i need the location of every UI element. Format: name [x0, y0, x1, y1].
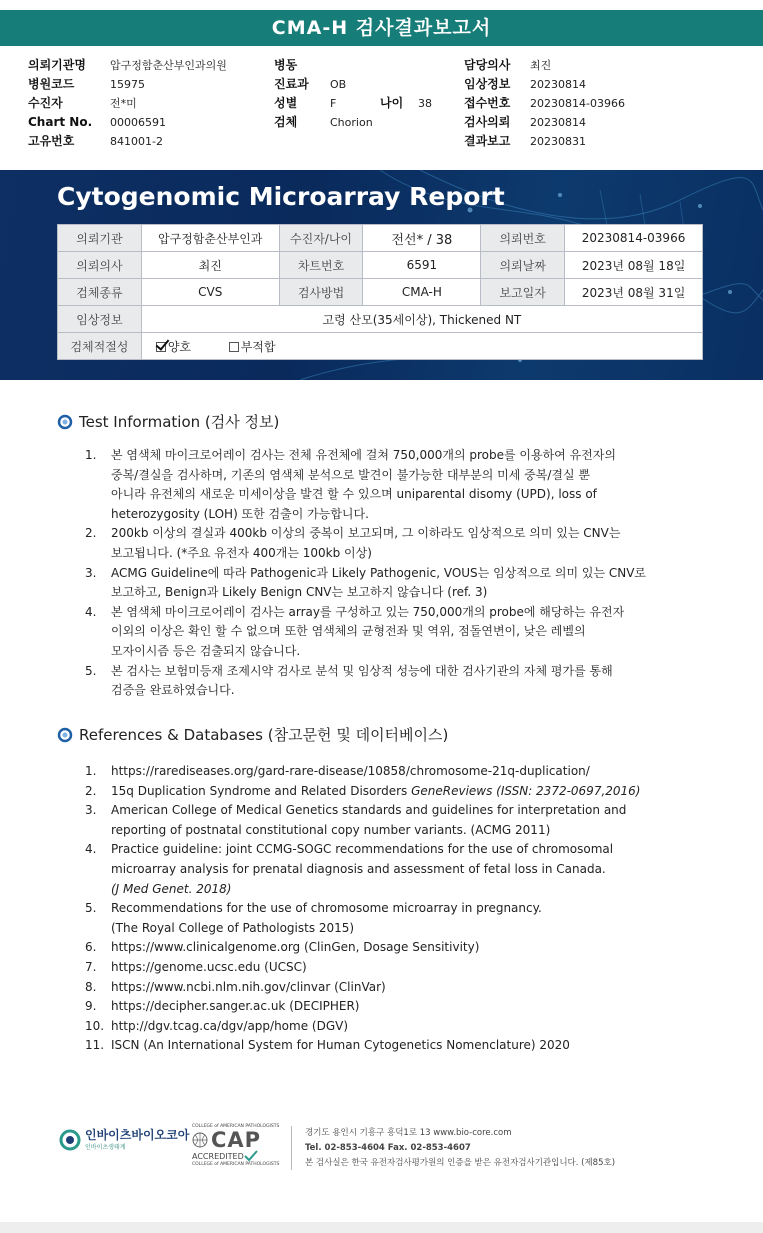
info-table [57, 224, 703, 360]
meta-label: 접수번호 [464, 96, 511, 110]
reference-text: Practice guideline: joint CCMG-SOGC recommendations for the use of chromosomal [111, 842, 614, 857]
reference-item [85, 840, 695, 899]
meta-row [464, 113, 625, 132]
reference-text: American College of Medical Genetics standards and guidelines for interpretation and [111, 803, 627, 818]
meta-label: 검체 [274, 115, 298, 129]
table-header-cell: 의뢰날짜 [481, 252, 565, 279]
table-row [58, 279, 703, 306]
reference-link[interactable]: https://genome.ucsc.edu (UCSC) [111, 959, 307, 974]
reference-item [85, 978, 695, 998]
table-cell: 압구정함춘산부인과 [141, 225, 279, 252]
checkbox-checked-icon [156, 342, 166, 352]
list-line: heterozygosity (LOH) 또한 검출이 가능합니다. [111, 506, 369, 521]
table-header-cell: 의뢰번호 [481, 225, 565, 252]
reference-item [85, 762, 695, 782]
reference-link[interactable]: https://www.clinicalgenome.org (ClinGen, Dosage Sensitivity) [111, 940, 480, 955]
meta-row [274, 113, 432, 132]
meta-col-2 [274, 56, 432, 132]
list-line: 검증을 완료하였습니다. [111, 683, 235, 698]
reference-text [111, 782, 695, 802]
meta-value: 20230814 [530, 116, 586, 129]
footer-address: 경기도 용인시 기흥구 흥덕1로 13 www.bio-core.com [305, 1128, 512, 1138]
reference-text: reporting of postnatal constitutional copy number variants. (ACMG 2011) [111, 822, 551, 837]
meta-col-1 [28, 56, 227, 151]
list-number: 1. [85, 448, 97, 462]
list-item [85, 564, 695, 603]
reference-italic-part: (J Med Genet. 2018) [111, 881, 232, 896]
reference-text: microarray analysis for prenatal diagnosis and assessment of fetal loss in Canada. [111, 861, 606, 876]
company-name: 인바이츠바이오코아 [85, 1128, 190, 1142]
table-header-cell: 의뢰기관 [58, 225, 142, 252]
meta-label: 병동 [274, 58, 298, 72]
report-title: CMA-H 검사결과보고서 [271, 17, 492, 39]
cap-accreditation-logo [192, 1124, 282, 1172]
reference-text: Recommendations for the use of chromosome microarray in pregnancy. [111, 901, 542, 916]
list-line: 본 염색체 마이크로어레이 검사는 전체 유전체에 걸쳐 750,000개의 probe를 이용하여 유전자의 [111, 448, 616, 462]
list-item [85, 662, 695, 701]
meta-row [274, 56, 432, 75]
list-item [85, 524, 695, 563]
meta-value: 20230814 [530, 78, 586, 91]
reference-item [85, 958, 695, 978]
table-header-cell: 임상정보 [58, 306, 142, 333]
reference-item [85, 997, 695, 1017]
report-title-bar [0, 10, 763, 46]
footer-phone: Tel. 02-853-4604 Fax. 02-853-4607 [305, 1143, 471, 1153]
meta-label: 검사의뢰 [464, 115, 511, 129]
reference-text: (The Royal College of Pathologists 2015) [111, 920, 355, 935]
table-cell: 2023년 08월 31일 [565, 279, 703, 306]
meta-row [28, 113, 227, 132]
list-number: 10. [85, 1018, 105, 1033]
meta-value: 압구정함춘산부인과의원 [110, 59, 227, 72]
list-line: 보고됩니다. (*주요 유전자 400개는 100kb 이상) [111, 545, 372, 560]
list-number: 2. [85, 526, 97, 541]
company-logo-icon [58, 1128, 82, 1152]
list-line: 200kb 이상의 결실과 400kb 이상의 중복이 보고되며, 그 이하라도 임상적으로 의미 있는 CNV는 [111, 526, 621, 541]
table-row [58, 252, 703, 279]
list-line: 이외의 이상은 확인 할 수 없으며 또한 염색체의 균형전좌 및 역위, 점돌연변이, 낮은 레벨의 [111, 624, 586, 639]
meta-value: 20230831 [530, 135, 586, 148]
meta-row [464, 94, 625, 113]
table-header-cell: 검체종류 [58, 279, 142, 306]
adequacy-cell [141, 333, 702, 360]
checkbox-empty-icon [229, 342, 239, 352]
table-cell: 6591 [363, 252, 481, 279]
table-cell: CMA-H [363, 279, 481, 306]
list-number: 2. [85, 783, 97, 798]
meta-value: 15975 [110, 78, 145, 91]
table-cell: 20230814-03966 [565, 225, 703, 252]
list-number: 3. [85, 565, 97, 580]
meta-row [464, 56, 625, 75]
list-number: 4. [85, 842, 97, 857]
reference-link[interactable]: https://decipher.sanger.ac.uk (DECIPHER) [111, 999, 360, 1014]
cap-text: CAP [211, 1128, 262, 1152]
meta-row [28, 94, 227, 113]
list-number: 5. [85, 901, 97, 916]
references-heading [57, 724, 448, 745]
meta-row [28, 56, 227, 75]
meta-value: 20230814-03966 [530, 97, 625, 110]
reference-item [85, 938, 695, 958]
company-subname: 인바이츠생태계 [85, 1144, 126, 1151]
references-list [85, 762, 695, 1056]
list-item [85, 446, 695, 524]
adequacy-bad-label: 부적합 [240, 339, 276, 354]
table-header-cell: 의뢰의사 [58, 252, 142, 279]
reference-item [85, 1036, 695, 1056]
cap-bottom-text: COLLEGE of AMERICAN PATHOLOGISTS [192, 1162, 280, 1167]
meta-label: 고유번호 [28, 134, 75, 148]
table-header-cell: 차트번호 [279, 252, 363, 279]
meta-label: 병원코드 [28, 77, 75, 91]
list-number: 3. [85, 803, 97, 818]
footer-divider [291, 1126, 292, 1170]
table-row [58, 306, 703, 333]
cap-accredited-text: ACCREDITED [192, 1151, 244, 1161]
list-item [85, 603, 695, 662]
meta-label: 성별 [274, 96, 298, 110]
age-label: 나이 [380, 96, 404, 110]
table-row [58, 333, 703, 360]
test-info-list [85, 446, 695, 701]
reference-item [85, 899, 695, 938]
list-number: 8. [85, 979, 97, 994]
list-line: ACMG Guideline에 따라 Pathogenic과 Likely Pathogenic, VOUS는 임상적으로 의미 있는 CNV로 [111, 565, 647, 580]
table-cell: CVS [141, 279, 279, 306]
meta-label: 결과보고 [464, 134, 511, 148]
banner-title: Cytogenomic Microarray Report [57, 182, 505, 211]
meta-value: 841001-2 [110, 135, 163, 148]
list-line: 중복/결실을 검사하며, 기존의 염색체 분석으로 발견이 불가능한 대부분의 미세 중복/결실 뿐 [111, 467, 590, 482]
report-banner [0, 170, 763, 380]
list-number: 5. [85, 663, 97, 678]
list-line: 본 검사는 보험미등재 조제시약 검사로 분석 및 임상적 성능에 대한 검사기관의 자체 평가를 통해 [111, 663, 613, 678]
company-logo [58, 1128, 189, 1152]
clinical-info-value: 고령 산모(35세이상), Thickened NT [141, 306, 702, 333]
footer-address-block [305, 1126, 615, 1171]
meta-label: 임상정보 [464, 77, 511, 91]
meta-value: 전*미 [110, 97, 137, 110]
reference-item [85, 782, 695, 802]
meta-row [274, 94, 432, 113]
test-info-heading [57, 411, 279, 432]
reference-text-part: 15q Duplication Syndrome and Related Disorders [111, 783, 412, 798]
table-header-cell: 수진자/나이 [279, 225, 363, 252]
table-cell: 2023년 08월 18일 [565, 252, 703, 279]
reference-italic-part: GeneReviews (ISSN: 2372-0697,2016) [411, 783, 641, 798]
meta-col-3 [464, 56, 625, 151]
reference-link[interactable]: http://dgv.tcag.ca/dgv/app/home (DGV) [111, 1018, 349, 1033]
reference-item [85, 1017, 695, 1037]
meta-value: Chorion [330, 116, 373, 129]
meta-label: 의뢰기관명 [28, 58, 86, 72]
meta-value: OB [330, 78, 347, 91]
meta-value: F [330, 97, 337, 110]
cap-globe-icon [192, 1132, 208, 1148]
meta-row [464, 75, 625, 94]
meta-row [464, 132, 625, 151]
table-header-cell: 검사방법 [279, 279, 363, 306]
list-number: 6. [85, 940, 97, 955]
list-line: 보고하고, Benign과 Likely Benign CNV는 보고하지 않습니다 (ref. 3) [111, 585, 488, 600]
list-line: 아니라 유전체의 새로운 미세이상을 발견 할 수 있으며 uniparental disomy (UPD), loss of [111, 487, 597, 502]
section-ring-icon [57, 414, 73, 430]
reference-link[interactable]: https://www.ncbi.nlm.nih.gov/clinvar (ClinVar) [111, 979, 386, 994]
list-line: 모자이시즘 등은 검출되지 않습니다. [111, 643, 301, 658]
table-cell: 최진 [141, 252, 279, 279]
age-value: 38 [418, 97, 432, 110]
list-number: 11. [85, 1038, 105, 1053]
meta-label: 담당의사 [464, 58, 511, 72]
meta-value: 최진 [530, 59, 552, 72]
list-number: 4. [85, 604, 97, 619]
section-ring-icon [57, 727, 73, 743]
reference-link[interactable]: https://rarediseases.org/gard-rare-disease/10858/chromosome-21q-duplication/ [111, 764, 590, 778]
test-info-title: Test Information (검사 정보) [79, 413, 280, 431]
reference-text: ISCN (An International System for Human Cytogenetics Nomenclature) 2020 [111, 1038, 570, 1053]
meta-label: Chart No. [28, 115, 93, 129]
list-number: 1. [85, 764, 97, 778]
footer-notice: 본 검사실은 한국 유전자검사평가원의 인증을 받은 유전자검사기관입니다. (제85호) [305, 1158, 616, 1168]
meta-label: 수진자 [28, 96, 63, 110]
list-number: 9. [85, 999, 97, 1014]
table-header-cell: 보고일자 [481, 279, 565, 306]
cap-top-text: COLLEGE of AMERICAN PATHOLOGISTS [192, 1124, 280, 1129]
adequacy-good-label: 양호 [167, 339, 192, 354]
reference-item [85, 801, 695, 840]
meta-label: 진료과 [274, 77, 309, 91]
page-bottom-strip [0, 1222, 763, 1233]
references-title: References & Databases (참고문헌 및 데이터베이스) [79, 726, 449, 744]
list-line: 본 염색체 마이크로어레이 검사는 array를 구성하고 있는 750,000개의 probe에 해당하는 유전자 [111, 604, 625, 619]
meta-row [274, 75, 432, 94]
meta-row [28, 75, 227, 94]
patient-meta [0, 56, 763, 152]
checkmark-icon [244, 1150, 258, 1162]
footer [0, 1122, 763, 1182]
table-row [58, 225, 703, 252]
meta-value: 00006591 [110, 116, 166, 129]
table-cell: 전선* / 38 [363, 225, 481, 252]
meta-row [28, 132, 227, 151]
list-number: 7. [85, 959, 97, 974]
table-header-cell: 검체적절성 [58, 333, 142, 360]
